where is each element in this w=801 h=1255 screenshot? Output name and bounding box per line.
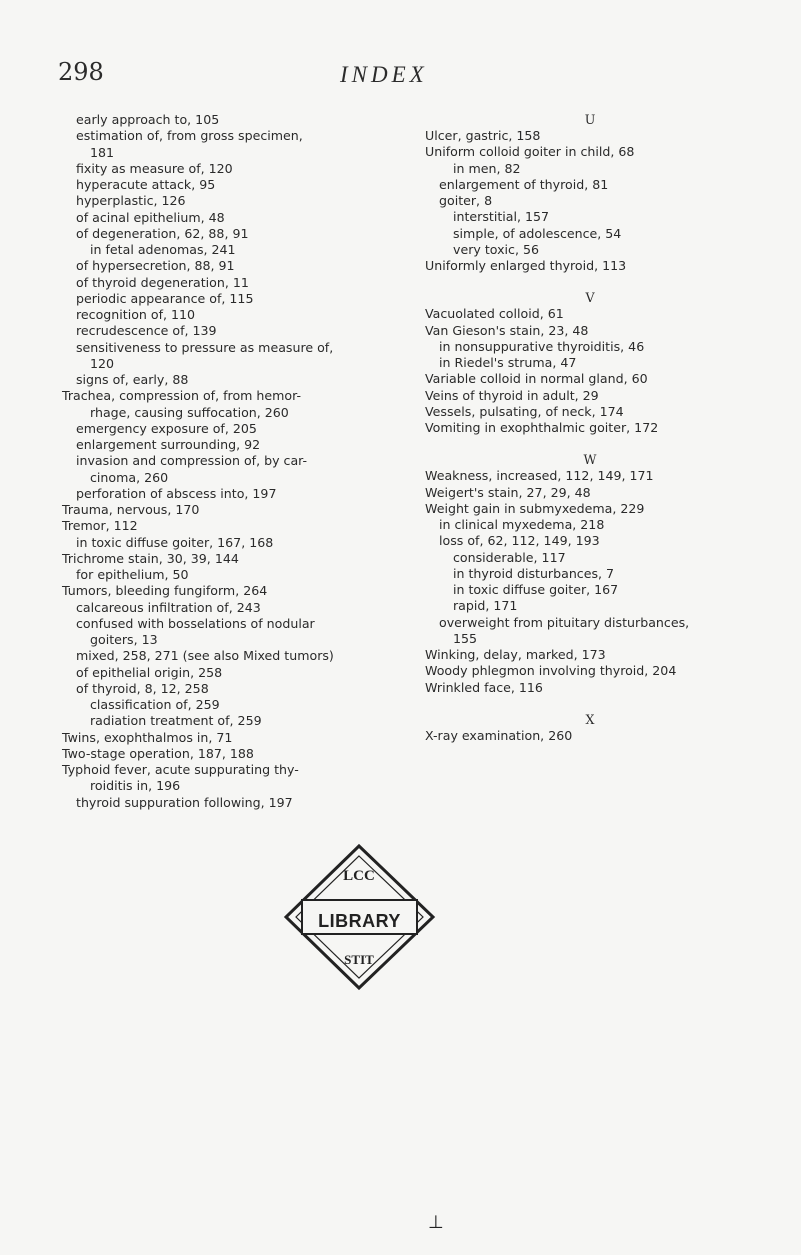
section-letter-w: W [583, 452, 597, 468]
index-entry: very toxic, 56 [453, 241, 539, 257]
index-entry: 120 [90, 355, 115, 371]
index-entry: in clinical myxedema, 218 [439, 517, 605, 532]
index-entry: for epithelium, 50 [76, 567, 189, 582]
index-entry: Winking, delay, marked, 173 [425, 647, 606, 662]
library-stamp [282, 842, 437, 992]
index-entry: emergency exposure of, 205 [76, 420, 257, 436]
index-entry: in Riedel's struma, 47 [439, 355, 577, 370]
index-entry: Twins, exophthalmos in, 71 [62, 729, 233, 745]
stamp-bottom-text: STIT [344, 952, 374, 967]
index-entry: of hypersecretion, 88, 91 [76, 258, 235, 274]
index-entry: of acinal epithelium, 48 [76, 209, 225, 225]
index-entry: 181 [90, 144, 115, 160]
index-entry: Variable colloid in normal gland, 60 [425, 371, 648, 387]
index-entry: Woody phlegmon involving thyroid, 204 [425, 663, 677, 679]
index-entry: interstitial, 157 [453, 209, 550, 225]
index-entry: signs of, early, 88 [76, 372, 189, 387]
index-entry: enlargement of thyroid, 81 [439, 176, 609, 192]
index-entry: goiter, 8 [439, 193, 493, 208]
section-letter-x: X [585, 711, 595, 727]
index-entry: in men, 82 [453, 160, 521, 176]
index-entry: 155 [453, 630, 478, 646]
index-entry: Uniform colloid goiter in child, 68 [425, 144, 635, 160]
index-entry: invasion and compression of, by car- [76, 453, 308, 469]
index-entry: Ulcer, gastric, 158 [425, 128, 541, 143]
index-entry: recognition of, 110 [76, 307, 196, 322]
index-entry: Vomiting in exophthalmic goiter, 172 [425, 420, 659, 435]
index-column-right [425, 112, 755, 744]
section-u-entries [425, 128, 755, 274]
index-entry: of epithelial origin, 258 [76, 664, 223, 680]
index-entry: fixity as measure of, 120 [76, 160, 233, 176]
index-column-left [62, 112, 387, 811]
index-entry: Trachea, compression of, from hemor- [62, 388, 302, 404]
index-entry: simple, of adolescence, 54 [453, 225, 622, 241]
index-entry: calcareous infiltration of, 243 [76, 599, 261, 615]
section-x-entries [425, 728, 755, 744]
index-entry: Typhoid fever, acute suppurating thy- [62, 762, 299, 777]
stamp-center-text: LIBRARY [318, 911, 401, 931]
section-letter-v: V [585, 290, 595, 306]
index-entry: Trauma, nervous, 170 [62, 502, 200, 517]
index-entry: in toxic diffuse goiter, 167, 168 [76, 534, 274, 550]
index-entry: of thyroid degeneration, 11 [76, 274, 249, 290]
stamp-top-text: LCC [343, 868, 375, 884]
index-entry: cinoma, 260 [90, 469, 169, 485]
index-entry: thyroid suppuration following, 197 [76, 794, 293, 810]
index-entry: estimation of, from gross specimen, [76, 128, 303, 144]
index-entry: Veins of thyroid in adult, 29 [425, 387, 599, 403]
index-entry: radiation treatment of, 259 [90, 713, 262, 729]
index-entry: of degeneration, 62, 88, 91 [76, 225, 249, 241]
index-entry: loss of, 62, 112, 149, 193 [439, 533, 600, 549]
section-w-entries [425, 468, 755, 696]
index-entry: hyperplastic, 126 [76, 193, 186, 209]
index-entry: enlargement surrounding, 92 [76, 437, 261, 452]
index-entry: confused with bosselations of nodular [76, 615, 315, 631]
index-entry: of thyroid, 8, 12, 258 [76, 680, 209, 696]
index-entry: Tremor, 112 [62, 518, 138, 534]
index-entry: Uniformly enlarged thyroid, 113 [425, 258, 627, 273]
index-entry: Tumors, bleeding fungiform, 264 [62, 583, 268, 599]
index-entry: hyperacute attack, 95 [76, 177, 216, 192]
index-entry: roiditis in, 196 [90, 778, 181, 794]
index-entry: classification of, 259 [90, 697, 220, 712]
index-entry: in thyroid disturbances, 7 [453, 565, 615, 581]
index-entry: Van Gieson's stain, 23, 48 [425, 322, 589, 338]
index-entry: recrudescence of, 139 [76, 323, 217, 339]
index-entry: overweight from pituitary disturbances, [439, 614, 690, 630]
index-entry: considerable, 117 [453, 549, 566, 565]
running-title: INDEX [340, 62, 428, 87]
index-entry: Wrinkled face, 116 [425, 679, 543, 695]
index-entry: Trichrome stain, 30, 39, 144 [62, 550, 239, 566]
index-entry: X-ray examination, 260 [425, 727, 573, 743]
index-entry: Vacuolated colloid, 61 [425, 306, 564, 322]
index-entry: periodic appearance of, 115 [76, 290, 254, 306]
index-entry: sensitiveness to pressure as measure of, [76, 339, 334, 355]
index-entry: Weight gain in submyxedema, 229 [425, 500, 645, 516]
pointer-mark: ⊥ [428, 1212, 444, 1233]
index-entry: Weigert's stain, 27, 29, 48 [425, 484, 591, 500]
section-letter-u: U [584, 112, 596, 127]
index-entry: goiters, 13 [90, 632, 158, 647]
index-entry: Two-stage operation, 187, 188 [62, 745, 254, 761]
index-entry: rapid, 171 [453, 598, 518, 614]
index-entry: in toxic diffuse goiter, 167 [453, 582, 619, 597]
index-entry: Weakness, increased, 112, 149, 171 [425, 468, 654, 484]
index-entry: perforation of abscess into, 197 [76, 485, 277, 501]
index-entry: in fetal adenomas, 241 [90, 242, 236, 257]
index-entry: early approach to, 105 [76, 112, 220, 127]
index-entry: in nonsuppurative thyroiditis, 46 [439, 338, 645, 354]
index-entry: mixed, 258, 271 (see also Mixed tumors) [76, 648, 334, 664]
index-entry: rhage, causing suffocation, 260 [90, 404, 289, 420]
index-entry: Vessels, pulsating, of neck, 174 [425, 403, 624, 419]
page-number: 298 [58, 58, 104, 86]
section-v-entries [425, 306, 755, 436]
